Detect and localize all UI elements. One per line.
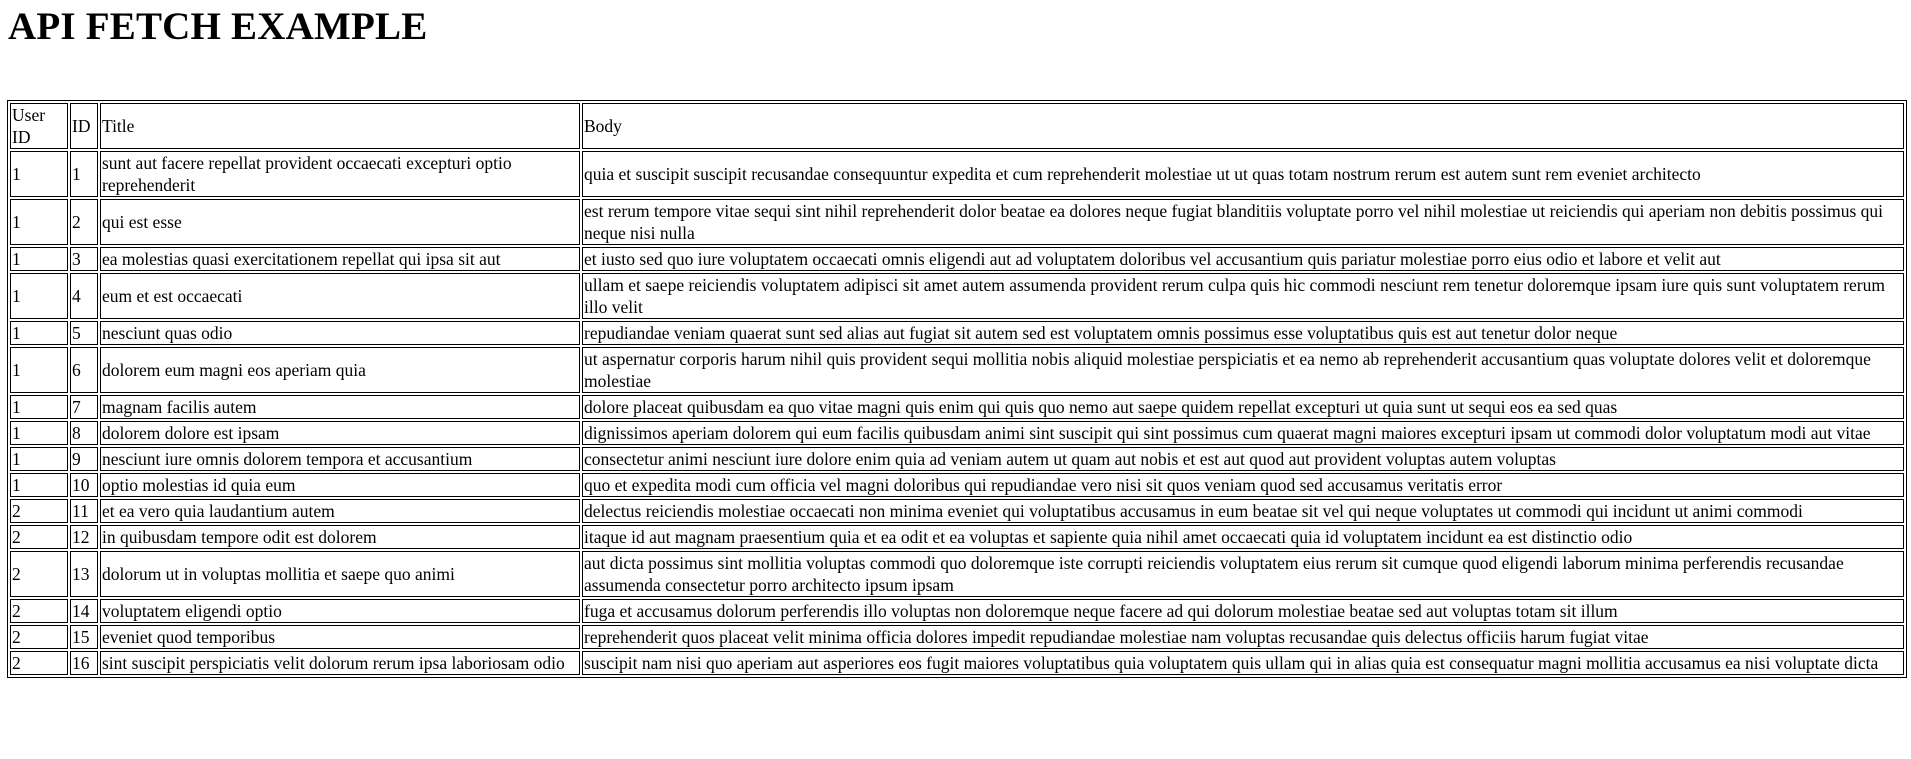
cell-title: dolorem eum magni eos aperiam quia [100,347,580,393]
cell-id: 16 [70,651,98,675]
cell-user-id: 1 [10,347,68,393]
table-row [10,151,1904,197]
cell-user-id: 1 [10,151,68,197]
cell-body: ullam et saepe reiciendis voluptatem adipisci sit amet autem assumenda provident rerum culpa quis hic commodi nesciunt rem tenetur doloremque ipsam iure quis sunt voluptatem rerum illo velit [582,273,1904,319]
cell-id: 7 [70,395,98,419]
cell-title: qui est esse [100,199,580,245]
cell-body: repudiandae veniam quaerat sunt sed alias aut fugiat sit autem sed est voluptatem omnis possimus esse voluptatibus quis est aut tenetur dolor neque [582,321,1904,345]
header-id: ID [70,103,98,149]
cell-id: 12 [70,525,98,549]
table-row [10,247,1904,271]
cell-id: 14 [70,599,98,623]
cell-id: 6 [70,347,98,393]
cell-title: optio molestias id quia eum [100,473,580,497]
cell-body: delectus reiciendis molestiae occaecati non minima eveniet qui voluptatibus accusamus in eum beatae sit vel qui neque voluptates ut commodi qui incidunt ut animi commodi [582,499,1904,523]
cell-id: 15 [70,625,98,649]
cell-user-id: 1 [10,273,68,319]
header-user-id: User ID [10,103,68,149]
cell-id: 9 [70,447,98,471]
header-title: Title [100,103,580,149]
table-row [10,347,1904,393]
cell-id: 2 [70,199,98,245]
cell-body: et iusto sed quo iure voluptatem occaecati omnis eligendi aut ad voluptatem doloribus vel accusantium quis pariatur molestiae porro eius odio et labore et velit aut [582,247,1904,271]
cell-title: nesciunt iure omnis dolorem tempora et accusantium [100,447,580,471]
table-row [10,551,1904,597]
cell-body: aut dicta possimus sint mollitia voluptas commodi quo doloremque iste corrupti reiciendis voluptatem eius rerum sit cumque quod eligendi laborum minima perferendis recusandae assumenda consectetur porro architecto ipsum ipsam [582,551,1904,597]
cell-user-id: 2 [10,599,68,623]
cell-id: 13 [70,551,98,597]
cell-title: magnam facilis autem [100,395,580,419]
posts-table-container [7,100,1907,678]
header-body: Body [582,103,1904,149]
table-row [10,499,1904,523]
cell-title: voluptatem eligendi optio [100,599,580,623]
table-row [10,273,1904,319]
cell-user-id: 2 [10,551,68,597]
cell-title: sint suscipit perspiciatis velit dolorum rerum ipsa laboriosam odio [100,651,580,675]
cell-user-id: 1 [10,421,68,445]
cell-id: 1 [70,151,98,197]
table-row [10,473,1904,497]
table-header-row [10,103,1904,149]
table-row [10,321,1904,345]
cell-body: quia et suscipit suscipit recusandae consequuntur expedita et cum reprehenderit molestiae ut ut quas totam nostrum rerum est autem sunt rem eveniet architecto [582,151,1904,197]
cell-user-id: 1 [10,321,68,345]
cell-user-id: 2 [10,525,68,549]
cell-body: est rerum tempore vitae sequi sint nihil reprehenderit dolor beatae ea dolores neque fugiat blanditiis voluptate porro vel nihil molestiae ut reiciendis qui aperiam non debitis possimus qui neque nisi nulla [582,199,1904,245]
cell-body: itaque id aut magnam praesentium quia et ea odit et ea voluptas et sapiente quia nihil amet occaecati quia id voluptatem incidunt ea est distinctio odio [582,525,1904,549]
cell-body: reprehenderit quos placeat velit minima officia dolores impedit repudiandae molestiae nam voluptas recusandae quis delectus officiis harum fugiat vitae [582,625,1904,649]
table-row [10,625,1904,649]
table-row [10,525,1904,549]
table-row [10,199,1904,245]
cell-title: dolorem dolore est ipsam [100,421,580,445]
cell-title: sunt aut facere repellat provident occaecati excepturi optio reprehenderit [100,151,580,197]
cell-id: 10 [70,473,98,497]
cell-user-id: 1 [10,199,68,245]
cell-id: 3 [70,247,98,271]
cell-id: 4 [70,273,98,319]
cell-id: 5 [70,321,98,345]
cell-user-id: 2 [10,651,68,675]
cell-title: et ea vero quia laudantium autem [100,499,580,523]
cell-user-id: 2 [10,625,68,649]
cell-user-id: 1 [10,247,68,271]
cell-body: quo et expedita modi cum officia vel magni doloribus qui repudiandae vero nisi sit quos veniam quod sed accusamus veritatis error [582,473,1904,497]
cell-body: fuga et accusamus dolorum perferendis illo voluptas non doloremque neque facere ad qui dolorum molestiae beatae sed aut voluptas totam sit illum [582,599,1904,623]
cell-id: 8 [70,421,98,445]
cell-user-id: 1 [10,447,68,471]
table-row [10,599,1904,623]
cell-title: in quibusdam tempore odit est dolorem [100,525,580,549]
cell-body: dolore placeat quibusdam ea quo vitae magni quis enim qui quis quo nemo aut saepe quidem repellat excepturi ut quia sunt ut sequi eos ea sed quas [582,395,1904,419]
cell-body: dignissimos aperiam dolorem qui eum facilis quibusdam animi sint suscipit qui sint possimus cum quaerat magni maiores excepturi ipsam ut commodi dolor voluptatum modi aut vitae [582,421,1904,445]
table-row [10,421,1904,445]
cell-body: ut aspernatur corporis harum nihil quis provident sequi mollitia nobis aliquid molestiae perspiciatis et ea nemo ab reprehenderit accusantium quas voluptate dolores velit et doloremque molestiae [582,347,1904,393]
cell-title: eveniet quod temporibus [100,625,580,649]
cell-body: consectetur animi nesciunt iure dolore enim quia ad veniam autem ut quam aut nobis et est aut quod aut provident voluptas autem voluptas [582,447,1904,471]
table-body [10,151,1904,675]
cell-title: eum et est occaecati [100,273,580,319]
table-row [10,651,1904,675]
page-title: API FETCH EXAMPLE [8,5,428,48]
cell-title: nesciunt quas odio [100,321,580,345]
cell-user-id: 1 [10,395,68,419]
cell-title: dolorum ut in voluptas mollitia et saepe quo animi [100,551,580,597]
cell-body: suscipit nam nisi quo aperiam aut asperiores eos fugit maiores voluptatibus quia voluptatem quis ullam qui in alias quia est consequatur magni mollitia accusamus ea nisi voluptate dicta [582,651,1904,675]
cell-id: 11 [70,499,98,523]
cell-user-id: 2 [10,499,68,523]
posts-table [7,100,1907,678]
cell-user-id: 1 [10,473,68,497]
table-row [10,395,1904,419]
cell-title: ea molestias quasi exercitationem repellat qui ipsa sit aut [100,247,580,271]
table-row [10,447,1904,471]
